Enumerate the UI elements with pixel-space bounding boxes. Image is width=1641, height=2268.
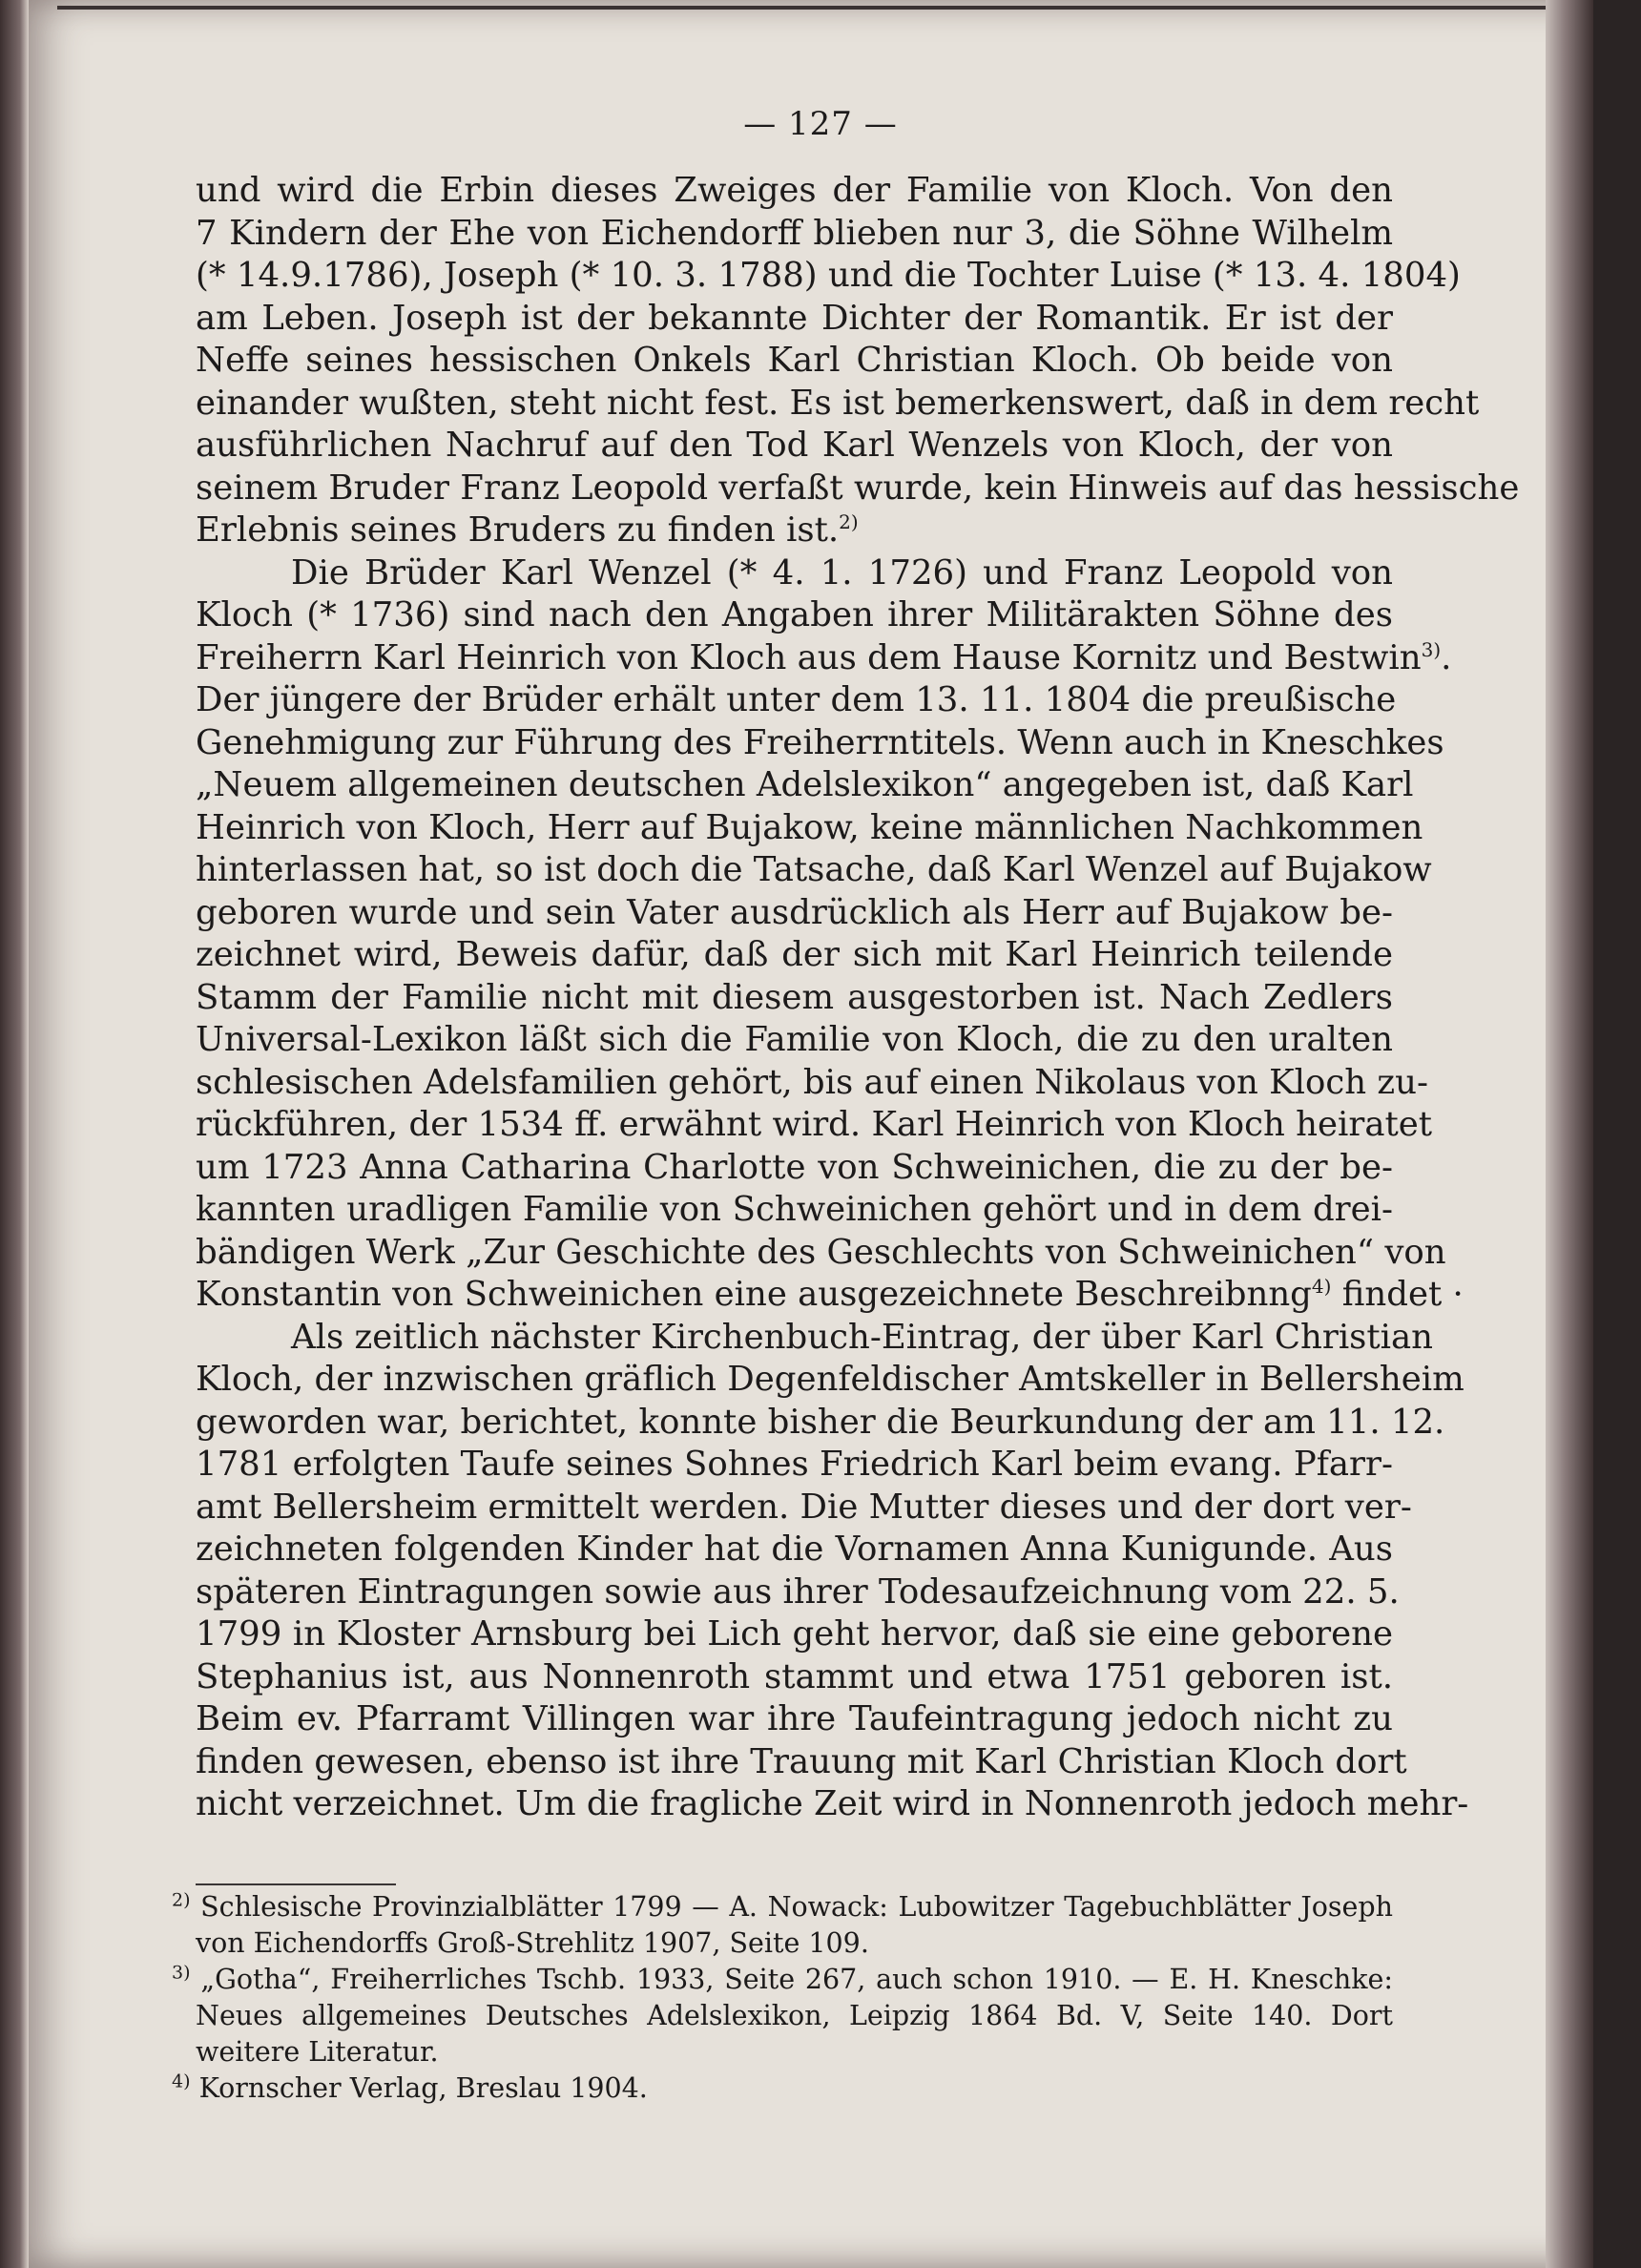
text-line: [196, 1274, 1464, 1317]
text-line: hinterlassen hat, so ist doch die Tatsache, daß Karl Wenzel auf Bujakow: [196, 850, 1432, 889]
text-line: Universal-Lexikon läßt sich die Familie von Kloch, die zu den uralten: [196, 1020, 1393, 1059]
text-line: [196, 637, 1452, 680]
text-line: 1781 erfolgten Taufe seines Sohnes Friedrich Karl beim evang. Pfarr-: [196, 1445, 1393, 1484]
text-line: kannten uradligen Familie von Schweinichen gehört und in dem drei-: [196, 1190, 1393, 1229]
text-line: Heinrich von Kloch, Herr auf Bujakow, keine männlichen Nachkommen: [196, 807, 1423, 847]
footnote-mark: 2): [172, 1889, 191, 1911]
footnote-line: [172, 1962, 1393, 1998]
text-line: späteren Eintragungen sowie aus ihrer Todesaufzeichnung vom 22. 5.: [196, 1571, 1400, 1612]
text-line-suffix: .: [1441, 637, 1452, 677]
footnote-text: Kornscher Verlag, Breslau 1904.: [198, 2072, 648, 2104]
text-line: um 1723 Anna Catharina Charlotte von Schweinichen, die zu der be-: [196, 1147, 1393, 1187]
main-text: [196, 170, 1520, 1826]
text-line: Stephanius ist, aus Nonnenroth stammt und etwa 1751 geboren ist.: [196, 1656, 1393, 1696]
footnotes: [172, 1889, 1393, 2107]
text-line: rückführen, der 1534 ff. erwähnt wird. Karl Heinrich von Kloch heiratet: [196, 1105, 1433, 1144]
footnote-mark: 3): [172, 1962, 191, 1984]
text-line: Genehmigung zur Führung des Freiherrntitels. Wenn auch in Kneschkes: [196, 722, 1444, 762]
footnote-line: [172, 2070, 1393, 2107]
text-line: Neffe seines hessischen Onkels Karl Christian Kloch. Ob beide von: [196, 341, 1393, 380]
text-line-content: Konstantin von Schweinichen eine ausgezeichnete Beschreibnng: [196, 1275, 1312, 1314]
footnote-reference: 2): [839, 510, 859, 534]
text-line: Kloch (* 1736) sind nach den Angaben ihrer Militärakten Söhne des: [196, 595, 1393, 635]
page-edge-right: [1546, 0, 1593, 2268]
text-line: 7 Kindern der Ehe von Eichendorff blieben nur 3, die Söhne Wilhelm: [196, 213, 1393, 253]
text-line: Der jüngere der Brüder erhält unter dem 13. 11. 1804 die preußische: [196, 680, 1397, 719]
footnote-line: [172, 1889, 1393, 1925]
text-line: einander wußten, steht nicht fest. Es ist bemerkenswert, daß in dem recht: [196, 383, 1480, 423]
text-line: ausführlichen Nachruf auf den Tod Karl Wenzels von Kloch, der von: [196, 426, 1393, 465]
text-line: Stamm der Familie nicht mit diesem ausgestorben ist. Nach Zedlers: [196, 977, 1393, 1017]
footnote-text: Schlesische Provinzialblätter 1799 — A. Nowack: Lubowitzer Tagebuchblätter Joseph: [200, 1891, 1394, 1923]
text-line: (* 14.9.1786), Joseph (* 10. 3. 1788) und die Tochter Luise (* 13. 4. 1804): [196, 256, 1461, 295]
text-line: finden gewesen, ebenso ist ihre Trauung mit Karl Christian Kloch dort: [196, 1741, 1407, 1781]
footnote-text: „Gotha“, Freiherrliches Tschb. 1933, Seite 267, auch schon 1910. — E. H. Kneschke:: [200, 1964, 1394, 1995]
footnote-line: Neues allgemeines Deutsches Adelslexikon, Leipzig 1864 Bd. V, Seite 140. Dort: [196, 2000, 1393, 2031]
text-line-content: Freiherrn Karl Heinrich von Kloch aus dem Hause Kornitz und Bestwin: [196, 637, 1422, 677]
text-line: Die Brüder Karl Wenzel (* 4. 1. 1726) und Franz Leopold von: [291, 552, 1393, 593]
text-line-suffix: findet ·: [1331, 1275, 1464, 1314]
text-line-content: Erlebnis seines Bruders zu finden ist.: [196, 510, 840, 550]
text-line: [196, 510, 1393, 552]
footnote-mark: 4): [172, 2070, 191, 2092]
text-line: zeichnet wird, Beweis dafür, daß der sich mit Karl Heinrich teilende: [196, 935, 1393, 974]
text-line: seinem Bruder Franz Leopold verfaßt wurde, kein Hinweis auf das hessische: [196, 468, 1520, 508]
footnote-reference: 3): [1421, 637, 1442, 661]
text-line: zeichneten folgenden Kinder hat die Vornamen Anna Kunigunde. Aus: [196, 1529, 1393, 1569]
text-line: geworden war, berichtet, konnte bisher die Beurkundung der am 11. 12.: [196, 1402, 1445, 1442]
top-border-line: [57, 6, 1584, 10]
page-number: — 127 —: [743, 105, 898, 143]
text-line: „Neuem allgemeinen deutschen Adelslexikon“ angegeben ist, daß Karl: [196, 765, 1414, 804]
text-line: Beim ev. Pfarramt Villingen war ihre Taufeintragung jedoch nicht zu: [196, 1699, 1393, 1738]
text-line: bändigen Werk „Zur Geschichte des Geschlechts von Schweinichen“ von: [196, 1232, 1446, 1272]
footnote-reference: 4): [1311, 1275, 1332, 1299]
text-line: 1799 in Kloster Arnsburg bei Lich geht hervor, daß sie eine geborene: [196, 1614, 1393, 1654]
text-line: und wird die Erbin dieses Zweiges der Familie von Kloch. Von den: [196, 171, 1393, 210]
text-line: schlesischen Adelsfamilien gehört, bis auf einen Nikolaus von Kloch zu-: [196, 1062, 1428, 1102]
footnote-line: von Eichendorffs Groß-Strehlitz 1907, Seite 109.: [196, 1927, 869, 1959]
text-line: nicht verzeichnet. Um die fragliche Zeit wird in Nonnenroth jedoch mehr-: [196, 1784, 1469, 1823]
text-line: Kloch, der inzwischen gräflich Degenfeldischer Amtskeller in Bellersheim: [196, 1360, 1464, 1399]
footnote-separator: [196, 1883, 396, 1885]
text-line: amt Bellersheim ermittelt werden. Die Mutter dieses und der dort ver-: [196, 1487, 1412, 1527]
text-line: Als zeitlich nächster Kirchenbuch-Eintrag, der über Karl Christian: [291, 1317, 1434, 1357]
text-line: am Leben. Joseph ist der bekannte Dichter der Romantik. Er ist der: [196, 298, 1393, 338]
page-gutter-left: [0, 0, 29, 2268]
text-line: geboren wurde und sein Vater ausdrücklich als Herr auf Bujakow be-: [196, 892, 1393, 932]
footnote-line: weitere Literatur.: [196, 2036, 439, 2068]
